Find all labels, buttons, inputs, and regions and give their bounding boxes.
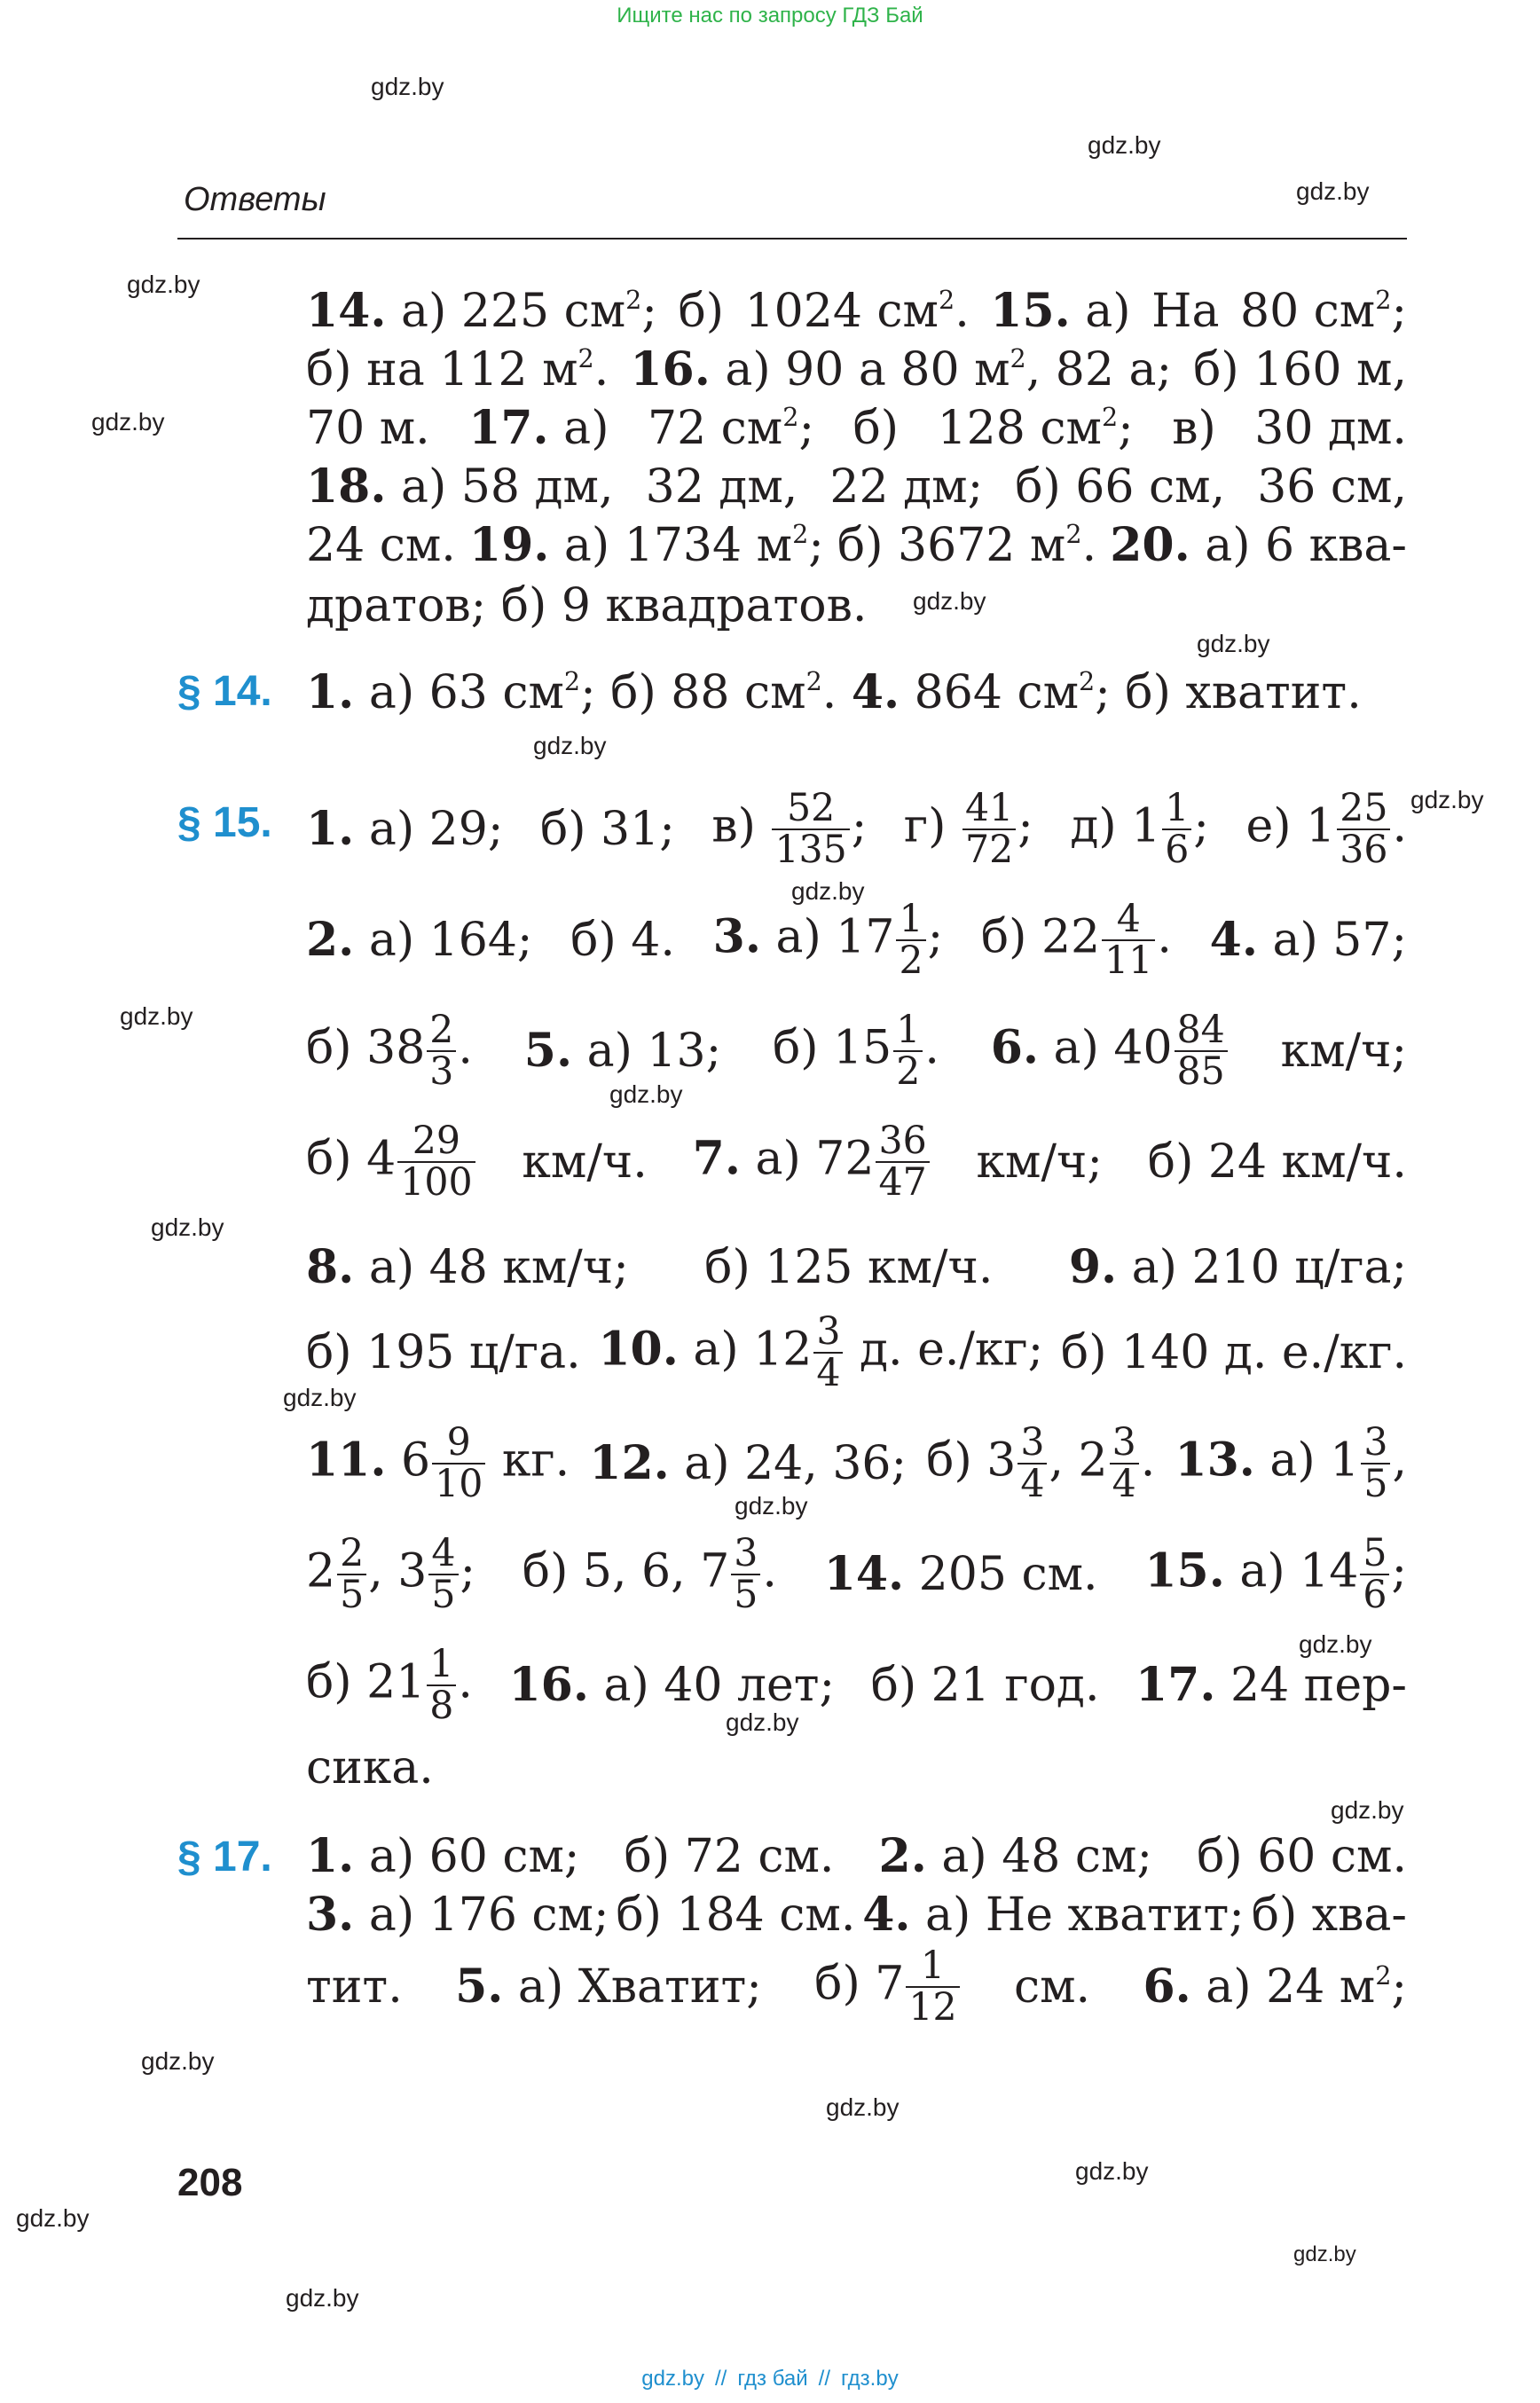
watermark: gdz.by bbox=[1331, 1796, 1404, 1824]
watermark: gdz.by bbox=[1296, 177, 1370, 205]
separator: // bbox=[818, 2367, 830, 2391]
watermark: gdz.by bbox=[141, 2047, 215, 2075]
answer-line: дратов; б) 9 квадратов. bbox=[306, 579, 868, 632]
answer-line: 18. а) 58 дм, 32 дм, 22 дм; б) 66 см, 36 см, bbox=[306, 459, 1407, 514]
section-14-label: § 14. bbox=[177, 668, 272, 715]
bottom-link[interactable]: гдз бай bbox=[737, 2367, 808, 2391]
running-header-title: Ответы bbox=[184, 181, 326, 218]
bottom-link[interactable]: гдз.by bbox=[841, 2367, 899, 2391]
watermark: gdz.by bbox=[1197, 630, 1270, 657]
watermark: gdz.by bbox=[826, 2093, 900, 2121]
watermark: gdz.by bbox=[151, 1213, 224, 1241]
bottom-links bbox=[0, 2367, 1540, 2391]
page-number: 208 bbox=[177, 2161, 243, 2204]
answer-line: 1. а) 29; б) 31; в) $\frac{52}{135}$ ; г) $\frac{41}{72}$ ; д) 1 $\frac{1}{6}$ ; е) 1 $\frac{25}{36}$ . bbox=[306, 786, 1407, 872]
watermark: gdz.by bbox=[371, 73, 444, 100]
answer-line: б) 21 $\frac{1}{8}$ . 16. а) 40 лет; б) 21 год. 17. 24 пер- bbox=[306, 1642, 1407, 1728]
answer-line: 14. а) 225 $см^2$; б) 1024 $см^2$. 15. а) На 80 $см^2$; bbox=[306, 284, 1407, 338]
answer-line: 24 см. 19. а) 1734 $м^2$; б) 3672 $м^2$. 20. а) 6 ква- bbox=[306, 518, 1407, 572]
watermark: gdz.by bbox=[791, 877, 865, 905]
answer-line: 2. а) 164; б) 4. 3. а) 17 $\frac{1}{2}$ ; б) 22 $\frac{4}{11}$ . 4. а) 57; bbox=[306, 897, 1407, 983]
answer-line: 1. а) 63 $см^2$; б) 88 $см^2$. 4. 864 $см^2$; б) хватит. bbox=[306, 665, 1362, 719]
answer-line: б) 38 $\frac{2}{3}$ . 5. а) 13; б) 15 $\frac{1}{2}$ . 6. а) 40 $\frac{84}{85}$ км/ч; bbox=[306, 1008, 1407, 1094]
watermark: gdz.by bbox=[735, 1492, 808, 1520]
watermark: gdz.by bbox=[913, 587, 986, 615]
watermark: gdz.by bbox=[91, 408, 165, 436]
answer-line: 11. 6 $\frac{9}{10}$ кг. 12. а) 24, 36; б) 3 $\frac{3}{4}$ , 2 $\frac{3}{4}$ . 13. а) 1 $\frac{3}{5}$ , bbox=[306, 1420, 1407, 1506]
header-rule bbox=[177, 238, 1407, 240]
watermark: gdz.by bbox=[533, 732, 607, 759]
watermark: gdz.by bbox=[127, 271, 200, 298]
answer-line: 8. а) 48 км/ч; б) 125 км/ч. 9. а) 210 ц/га; bbox=[306, 1240, 1407, 1294]
separator: // bbox=[715, 2367, 727, 2391]
watermark: gdz.by bbox=[726, 1708, 799, 1736]
answer-line: б) 195 ц/га. 10. а) 12 $\frac{3}{4}$ д. е./кг; б) 140 д. е./кг. bbox=[306, 1309, 1407, 1395]
section-17-label: § 17. bbox=[177, 1834, 272, 1881]
watermark: gdz.by bbox=[1075, 2157, 1149, 2185]
watermark: gdz.by bbox=[16, 2204, 90, 2232]
answer-line: 2 $\frac{2}{5}$ , 3 $\frac{4}{5}$ ; б) 5, 6, 7 $\frac{3}{5}$ . 14. 205 см. 15. а) 14 $\frac{5}{6}$ ; bbox=[306, 1531, 1407, 1617]
top-banner[interactable]: Ищите нас по запросу ГДЗ Бай bbox=[617, 4, 923, 27]
watermark: gdz.by bbox=[609, 1080, 683, 1108]
answer-line: 3. а) 176 см; б) 184 см. 4. а) Не хватит; б) хва- bbox=[306, 1888, 1407, 1942]
section-15-label: § 15. bbox=[177, 799, 272, 846]
answer-line: 1. а) 60 см; б) 72 см. 2. а) 48 см; б) 60 см. bbox=[306, 1829, 1407, 1883]
watermark: gdz.by bbox=[1410, 786, 1484, 813]
watermark: gdz.by bbox=[120, 1002, 193, 1030]
answer-line: тит. 5. а) Хватит; б) 7 $\frac{1}{12}$ см. 6. а) 24 $м^2$; bbox=[306, 1944, 1407, 2030]
answer-line: сика. bbox=[306, 1741, 434, 1794]
watermark: gdz.by bbox=[1088, 131, 1161, 159]
answer-line: б) 4 $\frac{29}{100}$ км/ч. 7. а) 72 $\frac{36}{47}$ км/ч; б) 24 км/ч. bbox=[306, 1119, 1407, 1205]
answer-line: 70 м. 17. а) 72 $см^2$; б) 128 $см^2$; в) 30 дм. bbox=[306, 401, 1407, 455]
watermark: gdz.by bbox=[283, 1384, 357, 1411]
watermark: gdz.by bbox=[1293, 2242, 1356, 2266]
watermark: gdz.by bbox=[1299, 1630, 1372, 1658]
answer-line: б) на 112 $м^2$. 16. а) 90 а 80 $м^2$, 82 а; б) 160 м, bbox=[306, 342, 1407, 397]
watermark: gdz.by bbox=[286, 2284, 359, 2312]
bottom-link[interactable]: gdz.by bbox=[641, 2367, 704, 2391]
